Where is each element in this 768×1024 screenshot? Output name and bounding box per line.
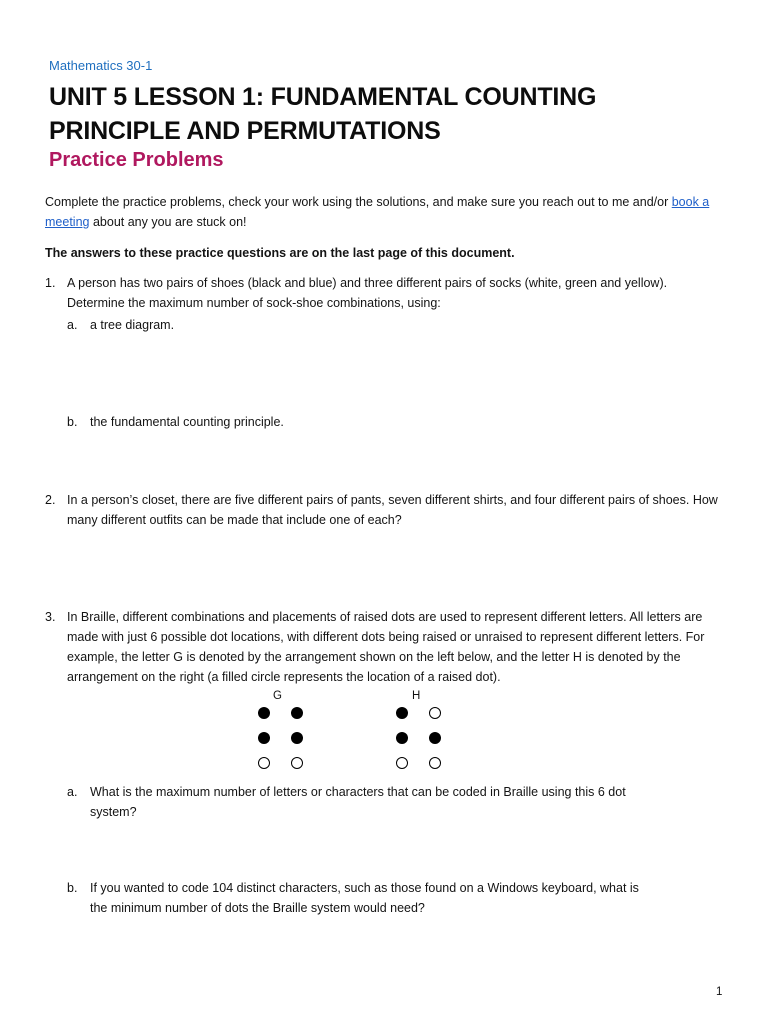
braille-g-dot-3 (258, 732, 270, 744)
braille-g-label: G (273, 690, 282, 702)
question-1a-label: a. (67, 318, 78, 332)
braille-g-dot-5 (258, 757, 270, 769)
intro-text-after: about any you are stuck on! (89, 215, 247, 229)
question-1-number: 1. (45, 276, 56, 290)
question-3-text: In Braille, different combinations and placements of raised dots are used to represent different letters. All letters are made with just 6 possible dot locations, with different dots being raised or unraised to represent different letters. For example, the letter G is denoted by the arrangement shown on the left below, and the letter H is denoted by the arrangement on the right (a filled circle represents the location of a raised dot). (67, 610, 705, 684)
braille-h-dot-4 (429, 732, 441, 744)
question-1a-text: a tree diagram. (90, 318, 175, 332)
question-3a-label: a. (67, 785, 78, 799)
braille-g-dot-6 (291, 757, 303, 769)
question-2-number: 2. (45, 493, 56, 507)
question-2-text: In a person’s closet, there are five different pairs of pants, seven different shirts, and four different pairs of shoes. How many different outfits can be made that include one of each? (67, 493, 718, 527)
braille-h-label: H (412, 690, 421, 702)
braille-g-dot-2 (291, 707, 303, 719)
question-3b-label: b. (67, 881, 78, 895)
page-subtitle: Practice Problems (49, 149, 224, 171)
answers-note: The answers to these practice questions are on the last page of this document. (45, 246, 515, 260)
page-number: 1 (716, 986, 723, 998)
page-title: UNIT 5 LESSON 1: FUNDAMENTAL COUNTING PRINCIPLE AND PERMUTATIONS (49, 83, 597, 145)
braille-h-dot-2 (429, 707, 441, 719)
course-name: Mathematics 30-1 (49, 58, 153, 73)
question-3-number: 3. (45, 610, 56, 624)
question-1b-label: b. (67, 415, 78, 429)
question-1b-text: the fundamental counting principle. (90, 415, 284, 429)
intro-text-before: Complete the practice problems, check your work using the solutions, and make sure you reach out to me and/or (45, 195, 672, 209)
braille-h-dot-6 (429, 757, 441, 769)
question-1-text: A person has two pairs of shoes (black and blue) and three different pairs of socks (white, green and yellow). Determine the maximum number of sock-shoe combinations, using: (67, 276, 668, 310)
braille-g-dot-1 (258, 707, 270, 719)
book-meeting-link[interactable]: book a meeting (45, 195, 710, 229)
braille-h-dot-1 (396, 707, 408, 719)
braille-h-dot-5 (396, 757, 408, 769)
braille-g-dot-4 (291, 732, 303, 744)
intro-paragraph (45, 192, 735, 232)
braille-h-dot-3 (396, 732, 408, 744)
question-3b-text: If you wanted to code 104 distinct characters, such as those found on a Windows keyboard, what is the minimum number of dots the Braille system would need? (90, 881, 639, 915)
question-3a-text: What is the maximum number of letters or characters that can be coded in Braille using this 6 dot system? (90, 785, 626, 819)
